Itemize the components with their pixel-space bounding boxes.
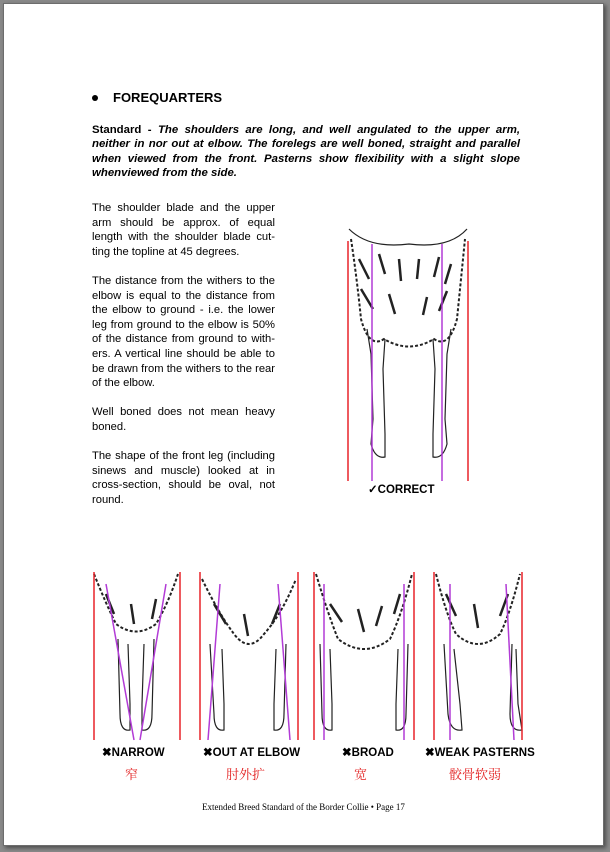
out-at-elbow-caption bbox=[203, 745, 300, 759]
out-at-elbow-chinese-label: 肘外扩 bbox=[226, 768, 266, 783]
cross-icon: ✖ bbox=[342, 747, 352, 759]
narrow-label: NARROW bbox=[111, 747, 165, 759]
paragraph-1: The shoulder blade and the upper arm should be approx. of equal length with the shoulder blade cut-ting the topline at 45 degrees. bbox=[92, 202, 275, 258]
dog-chest-drawing bbox=[202, 579, 296, 730]
paragraph-3: Well boned does not mean heavy boned. bbox=[92, 406, 275, 433]
paragraph-2: The distance from the withers to the elbow is equal to the distance from the elbow to ground - i.e. the lower leg from ground to the elbow is 50% of the distance from ground to with-ers. A vertical line should be able to be drawn from the withers to the rear of the elbow. bbox=[92, 274, 275, 390]
standard-lead: Standard - bbox=[92, 124, 158, 136]
dog-chest-drawing bbox=[94, 574, 178, 730]
correct-label: CORRECT bbox=[377, 484, 435, 496]
weak-pasterns-label: WEAK PASTERNS bbox=[434, 747, 535, 759]
standard-paragraph bbox=[92, 123, 520, 181]
document-page bbox=[3, 3, 604, 846]
weak-pasterns-figure bbox=[430, 564, 526, 742]
broad-chinese-label: 宽 bbox=[354, 768, 368, 783]
correct-forelegs-figure bbox=[339, 219, 479, 484]
heading-text: FOREQUARTERS bbox=[113, 90, 223, 105]
bullet-icon bbox=[92, 95, 98, 101]
out-at-elbow-label: OUT AT ELBOW bbox=[212, 747, 301, 759]
weak-pasterns-chinese-label: 骹骨软弱 bbox=[449, 768, 502, 783]
weak-pasterns-caption bbox=[425, 745, 535, 759]
page-footer: Extended Breed Standard of the Border Collie • Page 17 bbox=[202, 802, 405, 812]
broad-label: BROAD bbox=[351, 747, 394, 759]
cross-icon: ✖ bbox=[203, 747, 213, 759]
narrow-forelegs-figure bbox=[86, 564, 186, 742]
out-at-elbow-figure bbox=[194, 564, 304, 742]
dog-chest-drawing bbox=[349, 229, 467, 457]
narrow-caption bbox=[102, 745, 165, 759]
dog-chest-drawing bbox=[316, 574, 412, 730]
broad-caption bbox=[342, 745, 394, 759]
body-text bbox=[92, 201, 275, 522]
cross-icon: ✖ bbox=[102, 747, 112, 759]
cross-icon: ✖ bbox=[425, 747, 435, 759]
narrow-chinese-label: 窄 bbox=[125, 768, 139, 783]
section-heading bbox=[92, 90, 222, 105]
correct-caption bbox=[368, 482, 435, 496]
standard-text: The shoulders are long, and well angulated to the upper arm, neither in nor out at elbow. The forelegs are well boned, straight and parallel when viewed from the front. Pasterns show flexibility with a slight slope whenviewed from the side. bbox=[92, 124, 520, 180]
check-icon: ✓ bbox=[368, 484, 378, 496]
paragraph-4: The shape of the front leg (including sinews and muscle) looked at in cross-section, should be oval, not round. bbox=[92, 450, 275, 506]
broad-forelegs-figure bbox=[308, 564, 420, 742]
